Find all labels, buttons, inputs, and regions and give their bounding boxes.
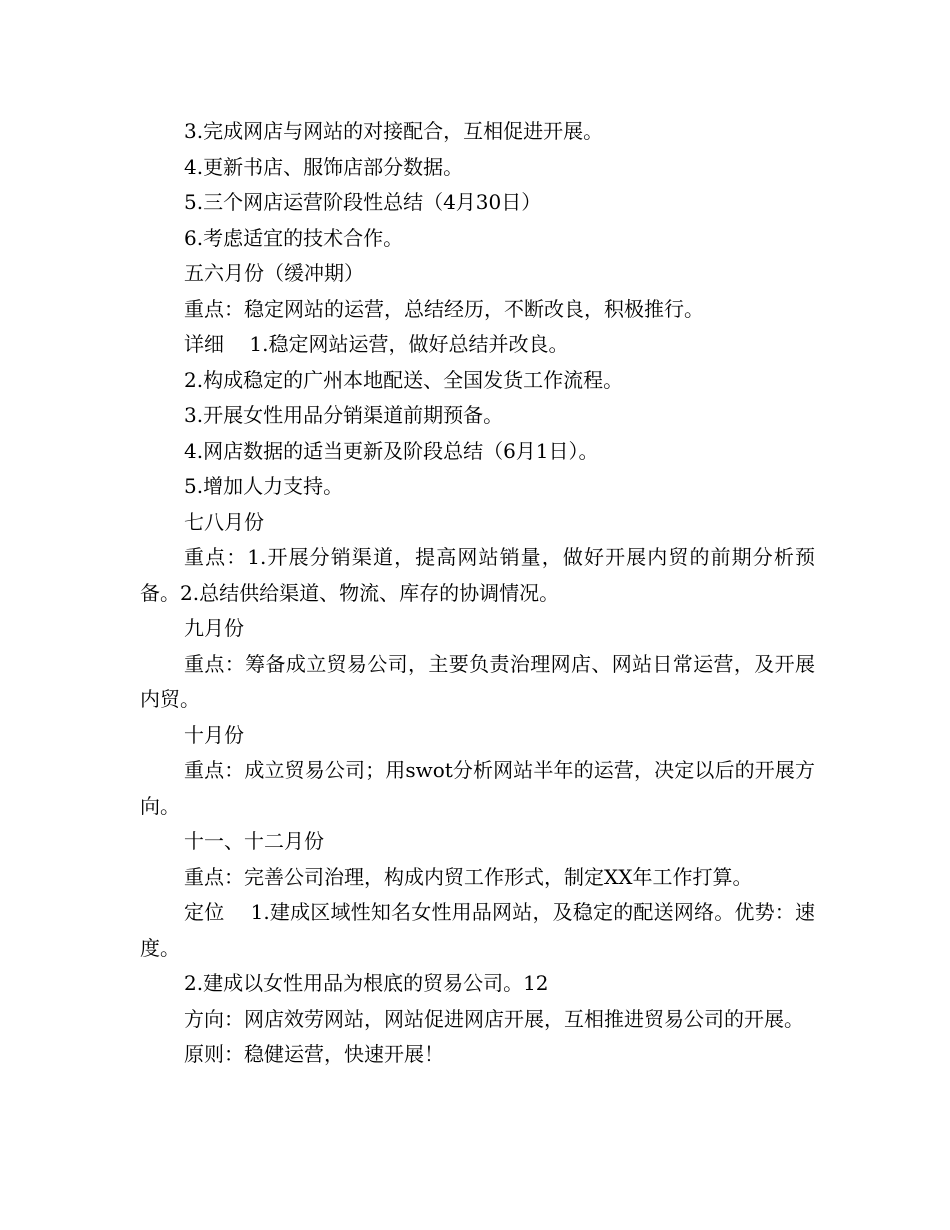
section-heading: 十月份: [184, 722, 244, 747]
list-item: 2.建成以女性用品为根底的贸易公司。12: [184, 971, 549, 995]
section-heading: 七八月份: [184, 509, 264, 534]
section-heading: 九月份: [184, 616, 244, 640]
detail-paragraph: 详细 1.稳定网站运营，做好总结并改良。: [184, 332, 569, 356]
focus-paragraph: 重点：1.开展分销渠道，提高网站销量，做好开展内贸的前期分析预备。2.总结供给渠道、物流、库存的协调情况。: [140, 545, 815, 605]
section-heading: 五六月份（缓冲期）: [184, 261, 364, 285]
focus-paragraph: 重点：筹备成立贸易公司，主要负责治理网店、网站日常运营，及开展内贸。: [140, 651, 815, 711]
principle-paragraph: 原则：稳健运营，快速开展！: [184, 1042, 444, 1066]
focus-paragraph: 重点：稳定网站的运营，总结经历，不断改良，积极推行。: [184, 296, 704, 321]
direction-paragraph: 方向：网店效劳网站，网站促进网店开展，互相推进贸易公司的开展。: [184, 1006, 804, 1031]
list-item: 5.三个网店运营阶段性总结（4月30日）: [184, 190, 542, 214]
list-item: 5.增加人力支持。: [184, 474, 344, 498]
focus-paragraph: 重点：完善公司治理，构成内贸工作形式，制定XX年工作打算。: [184, 864, 753, 889]
section-heading: 十一、十二月份: [184, 829, 324, 853]
list-item: 6.考虑适宜的技术合作。: [184, 225, 404, 250]
document-body: [140, 114, 815, 1073]
list-item: 4.网店数据的适当更新及阶段总结（6月1日）。: [184, 438, 599, 463]
list-item: 3.开展女性用品分销渠道前期预备。: [184, 403, 504, 427]
positioning-paragraph: 定位 1.建成区域性知名女性用品网站，及稳定的配送网络。优势：速度。: [140, 900, 815, 960]
list-item: 2.构成稳定的广州本地配送、全国发货工作流程。: [184, 367, 624, 392]
focus-paragraph: 重点：成立贸易公司；用swot分析网站半年的运营，决定以后的开展方向。: [140, 758, 815, 818]
list-item: 4.更新书店、服饰店部分数据。: [184, 154, 464, 179]
list-item: 3.完成网店与网站的对接配合，互相促进开展。: [184, 119, 604, 143]
